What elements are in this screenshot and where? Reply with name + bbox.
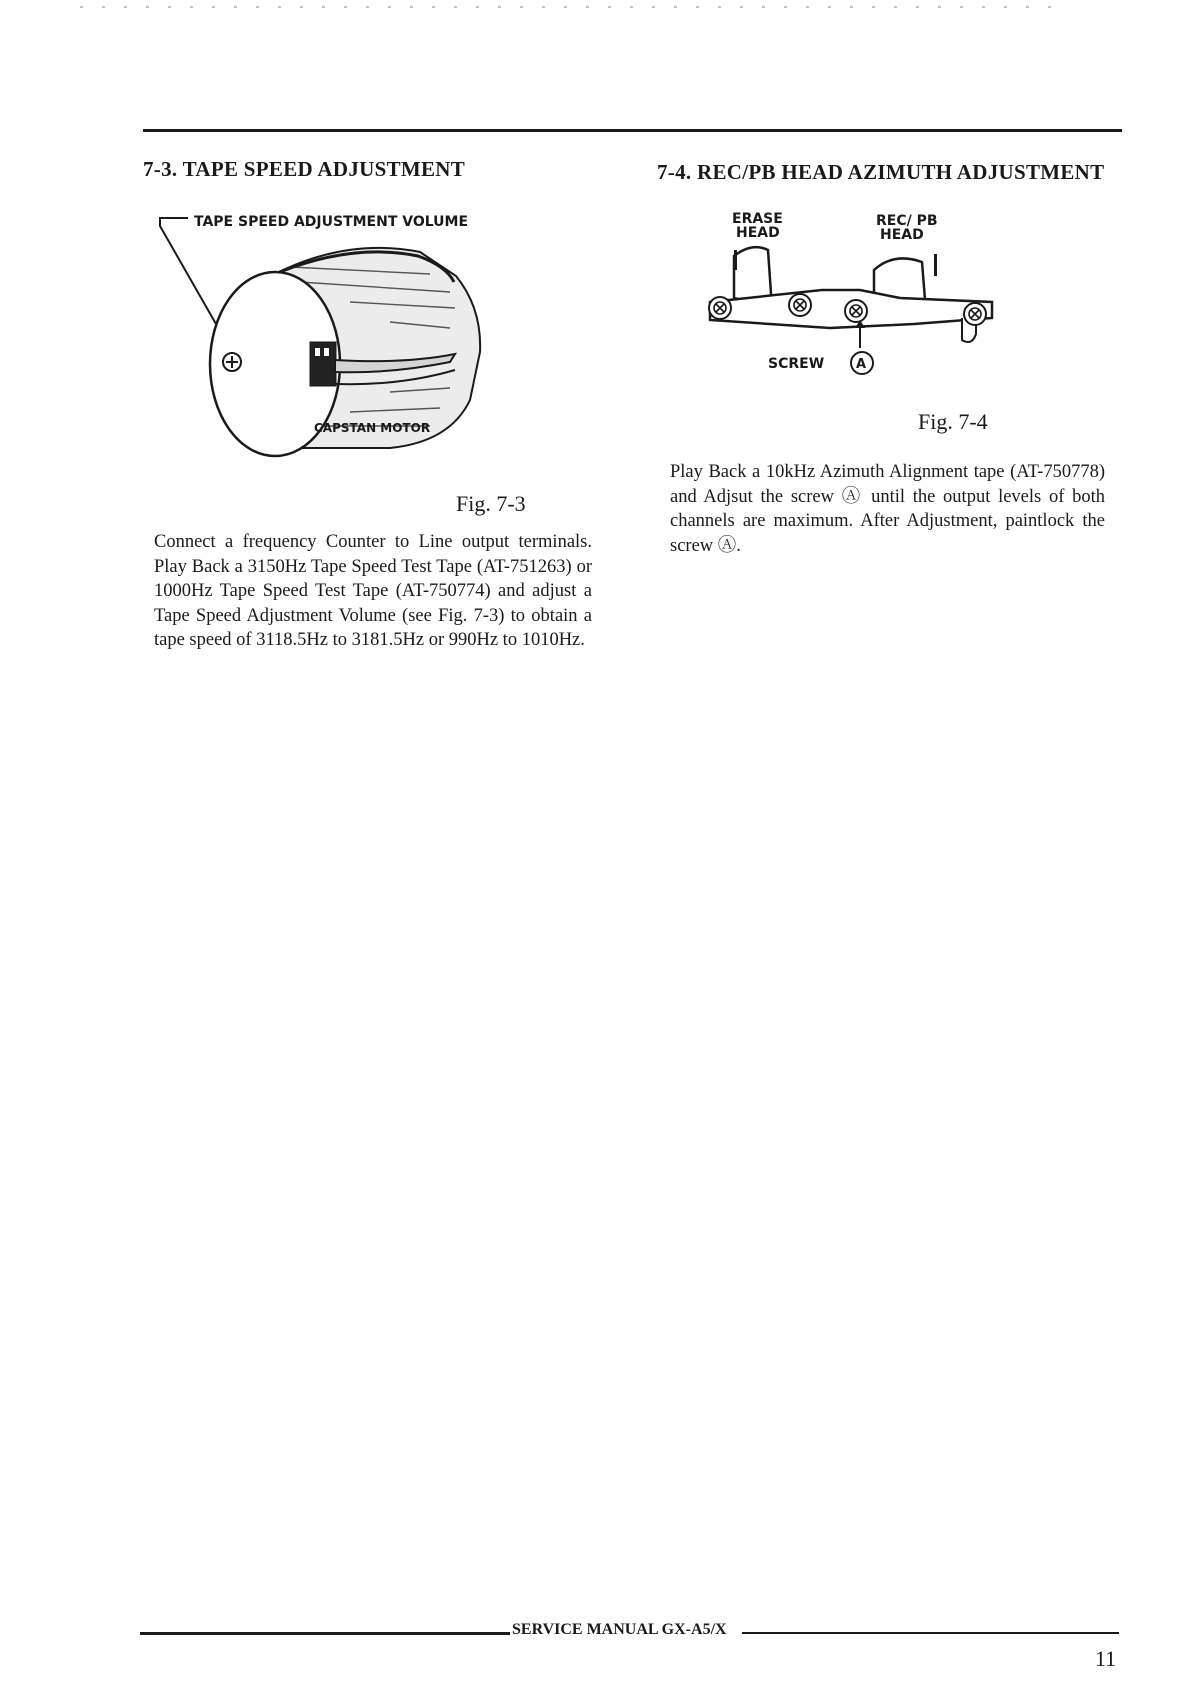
label-erase-head: HEAD	[736, 225, 780, 241]
figure-7-3	[150, 212, 590, 474]
figure-7-3-caption: Fig. 7-3	[456, 491, 526, 516]
label-capstan-motor: CAPSTAN MOTOR	[314, 421, 431, 435]
label-erase: ERASE	[732, 211, 783, 227]
label-tape-speed-volume: TAPE SPEED ADJUSTMENT VOLUME	[194, 214, 469, 230]
figure-7-4	[700, 208, 1020, 394]
motor-connector	[310, 342, 336, 386]
footer-manual-title: SERVICE MANUAL GX-A5/X	[512, 1621, 727, 1638]
figure-7-4-caption: Fig. 7-4	[918, 409, 988, 434]
heading-7-4: 7-4. REC/PB HEAD AZIMUTH ADJUSTMENT	[657, 160, 1105, 184]
top-rule	[143, 129, 1122, 132]
label-screw: SCREW	[768, 356, 825, 372]
screw-a-letter: A	[856, 357, 867, 372]
page-number: 11	[1095, 1646, 1117, 1671]
scan-artifact	[80, 6, 1060, 8]
label-recpb: REC/ PB	[876, 213, 938, 229]
paragraph-7-4: Play Back a 10kHz Azimuth Alignment tape (AT-750778) and Adjsut the screw Ⓐ until the output levels of both channels are maximum. After Adjustment, paintlock the screw Ⓐ.	[670, 462, 1105, 556]
paragraph-7-3: Connect a frequency Counter to Line output terminals. Play Back a 3150Hz Tape Speed Test Tape (AT-751263) or 1000Hz Tape Speed Test Tape (AT-750774) and adjust a Tape Speed Adjustment Volume (see Fig. 7-3) to obtain a tape speed of 3118.5Hz to 3181.5Hz or 990Hz to 1010Hz.	[154, 532, 592, 650]
label-recpb-head: HEAD	[880, 227, 924, 243]
footer-rule-right	[742, 1632, 1119, 1634]
footer-rule-left	[140, 1632, 510, 1635]
heading-7-3: 7-3. TAPE SPEED ADJUSTMENT	[143, 157, 466, 181]
